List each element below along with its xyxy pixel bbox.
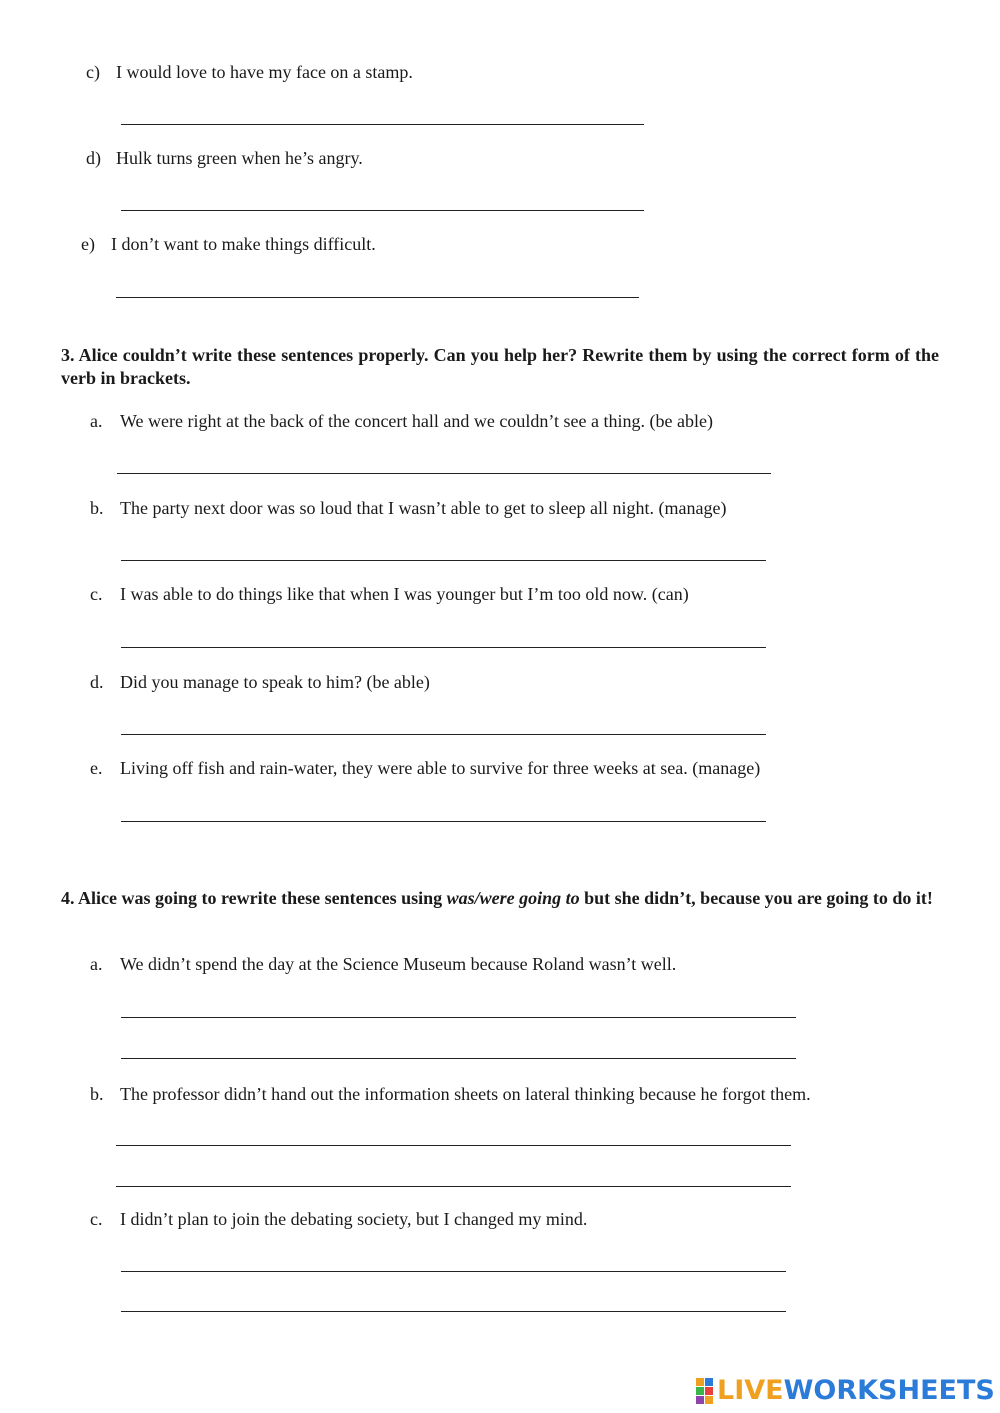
exercise-item: [90, 1083, 811, 1105]
heading-text: but she didn’t, because you are going to do it!: [579, 888, 933, 908]
item-text: We didn’t spend the day at the Science Museum because Roland wasn’t well.: [120, 954, 677, 974]
item-text: I don’t want to make things difficult.: [111, 234, 376, 254]
exercise-item: [86, 147, 363, 169]
item-label: b.: [90, 498, 104, 518]
exercise-item: [90, 953, 676, 975]
exercise-item: [90, 1208, 587, 1230]
item-label: e.: [90, 758, 103, 778]
heading-text: 4. Alice was going to rewrite these sentences using: [61, 888, 447, 908]
answer-line[interactable]: [121, 821, 766, 822]
brand-text-worksheets: WORKSHEETS: [783, 1375, 995, 1406]
liveworksheets-logo[interactable]: [696, 1375, 995, 1406]
item-label: a.: [90, 411, 103, 431]
item-text: We were right at the back of the concert hall and we couldn’t see a thing. (be able): [120, 411, 713, 431]
item-label: c.: [90, 584, 103, 604]
item-text: Did you manage to speak to him? (be able): [120, 672, 430, 692]
answer-line[interactable]: [121, 1311, 786, 1312]
answer-line[interactable]: [121, 647, 766, 648]
item-text: I would love to have my face on a stamp.: [116, 62, 413, 82]
heading-italic-text: was/were going to: [446, 888, 580, 908]
item-label: e): [81, 234, 95, 254]
item-text: The professor didn’t hand out the information sheets on lateral thinking because he forgot them.: [120, 1084, 811, 1104]
item-label: d): [86, 148, 101, 168]
exercise-item: [90, 583, 689, 605]
answer-line[interactable]: [121, 124, 644, 125]
item-text: Hulk turns green when he’s angry.: [116, 148, 363, 168]
item-text: The party next door was so loud that I wasn’t able to get to sleep all night. (manage): [120, 498, 727, 518]
section-4-heading: [61, 887, 939, 910]
item-label: c): [86, 62, 100, 82]
answer-line[interactable]: [121, 210, 644, 211]
section-3-heading: 3. Alice couldn’t write these sentences properly. Can you help her? Rewrite them by using the correct form of the verb in brackets.: [61, 345, 939, 388]
answer-line[interactable]: [121, 734, 766, 735]
item-text: Living off fish and rain-water, they were able to survive for three weeks at sea. (manage): [120, 758, 761, 778]
answer-line[interactable]: [121, 1017, 796, 1018]
answer-line[interactable]: [116, 1145, 791, 1146]
answer-line[interactable]: [121, 560, 766, 561]
item-text: I was able to do things like that when I was younger but I’m too old now. (can): [120, 584, 689, 604]
answer-line[interactable]: [116, 1186, 791, 1187]
answer-line[interactable]: [117, 473, 771, 474]
item-text: I didn’t plan to join the debating society, but I changed my mind.: [120, 1209, 588, 1229]
exercise-item: [90, 671, 430, 693]
liveworksheets-logo-icon: [696, 1378, 713, 1404]
brand-text-live: LIVE: [717, 1375, 784, 1406]
item-label: a.: [90, 954, 103, 974]
item-label: c.: [90, 1209, 103, 1229]
answer-line[interactable]: [121, 1271, 786, 1272]
exercise-item: [90, 497, 727, 519]
exercise-item: [90, 757, 760, 779]
exercise-item: [86, 61, 413, 83]
exercise-item: [90, 410, 713, 432]
exercise-item: [81, 233, 376, 255]
item-label: b.: [90, 1084, 104, 1104]
answer-line[interactable]: [116, 297, 639, 298]
item-label: d.: [90, 672, 104, 692]
answer-line[interactable]: [121, 1058, 796, 1059]
